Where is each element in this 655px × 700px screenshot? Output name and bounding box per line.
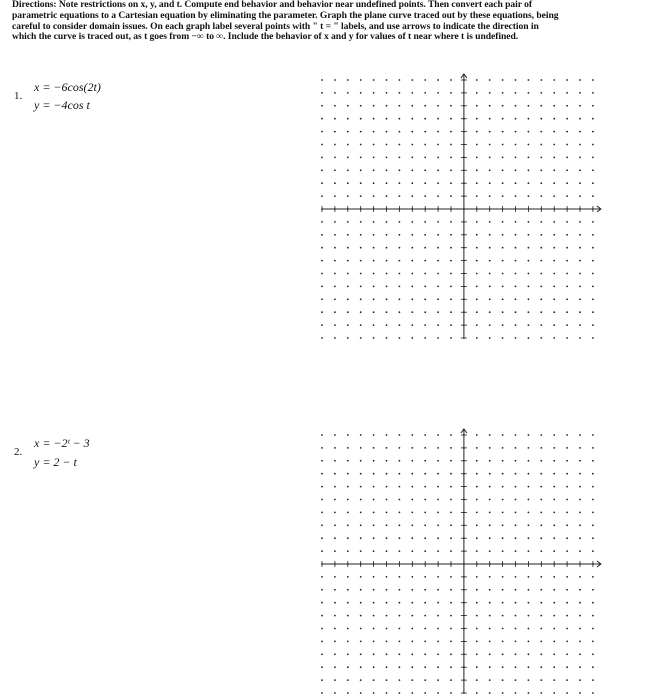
problem-1-y-equation: y = −4cos t bbox=[34, 98, 90, 112]
directions-line-2: parametric equations to a Cartesian equation by eliminating the parameter. Graph the plane curve traced out by these equations, being bbox=[12, 9, 559, 21]
graph-grid-1[interactable] bbox=[316, 72, 606, 342]
problem-2-y-equation: y = 2 − t bbox=[34, 455, 77, 469]
problem-2-x-equation: x = −2ᵗ − 3 bbox=[34, 436, 90, 450]
problem-1-x-equation: x = −6cos(2t) bbox=[34, 80, 101, 94]
directions-text bbox=[12, 0, 637, 43]
directions-line-1: Directions: Note restrictions on x, y, and t. Compute end behavior and behavior near undefined points. Then convert each pair of bbox=[12, 0, 533, 10]
directions-line-3: careful to consider domain issues. On each graph label several points with " t = " labels, and use arrows to indicate the direction in bbox=[12, 20, 539, 32]
graph-grid-2[interactable] bbox=[316, 427, 606, 695]
problem-2-number: 2. bbox=[14, 446, 23, 458]
problem-1-number: 1. bbox=[14, 90, 23, 102]
directions-line-4: which the curve is traced out, as t goes from −∞ to ∞. Include the behavior of x and y for values of t near where t is undefined. bbox=[12, 31, 519, 43]
